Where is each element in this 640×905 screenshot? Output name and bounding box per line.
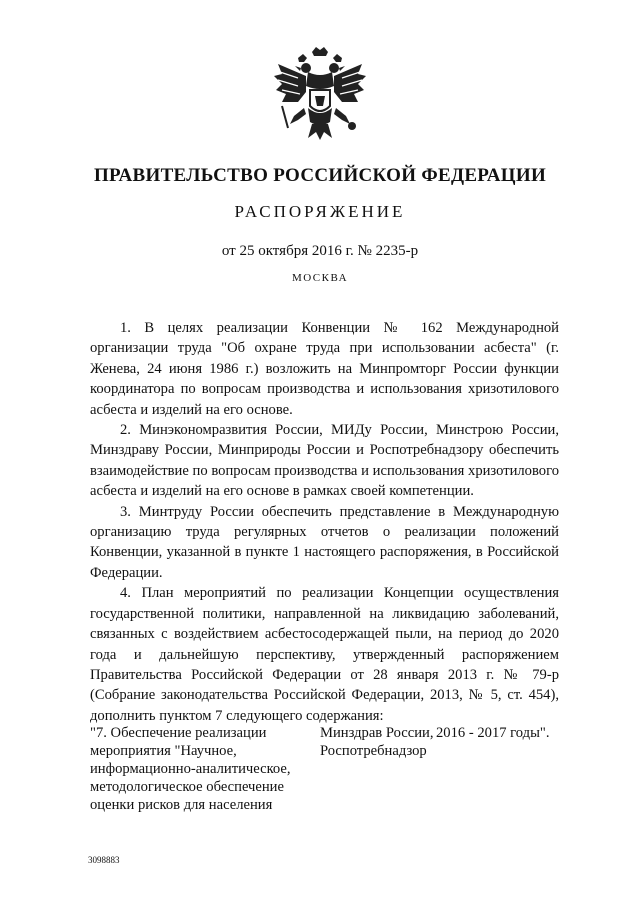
document-number: 3098883 — [88, 855, 120, 865]
city-name: МОСКВА — [291, 272, 349, 284]
coat-of-arms-icon — [268, 46, 372, 146]
paragraph-1: 1. В целях реализации Конвенции № 162 Международной организации труда "Об охране труда при использовании асбеста" (г. Женева, 24 июня 1986 г.) возложить на Минпромторг России функции координатора по вопросам производства и использования хризотилового асбеста и изделий на его основе. — [90, 320, 559, 418]
document-body — [90, 318, 559, 726]
paragraph-3: 3. Минтруду России обеспечить представление в Международную организацию труда регулярных отчетов о реализации положений Конвенции, указанной в пункте 1 настоящего распоряжения, в Российской Федерации. — [90, 503, 559, 581]
paragraph-4: 4. План мероприятий по реализации Концепции осуществления государственной политики, направленной на ликвидацию заболеваний, связанных с воздействием асбестосодержащей пыли, на период до 2020 года и дальнейшую перспективу, утвержденный распоряжением Правительства Российской Федерации от 28 января 2013 г. № 79-р (Собрание законодательства Российской Федерации, 2013, № 5, ст. 454), дополнить пунктом 7 следующего содержания: — [90, 585, 559, 724]
plan-item-task: "7. Обеспечение реализации мероприятия "Научное, информационно-аналитическое, методологическое обеспечение оценки рисков для населения — [90, 725, 291, 813]
document-date: от 25 октября 2016 г. № 2235-р — [221, 243, 419, 259]
plan-item-executors: Минздрав России, Роспотребнадзор — [320, 725, 434, 759]
document-type: РАСПОРЯЖЕНИЕ — [234, 202, 406, 221]
paragraph-2: 2. Минэкономразвития России, МИДу России, Минстрою России, Минздраву России, Минприроды России и Роспотребнадзору обеспечить взаимодействие по вопросам производства и использования хризотилового асбеста и изделий на его основе в рамках своей компетенции. — [90, 422, 559, 500]
government-title: ПРАВИТЕЛЬСТВО РОССИЙСКОЙ ФЕДЕРАЦИИ — [93, 165, 547, 186]
plan-item-period: 2016 - 2017 годы". — [436, 725, 550, 741]
